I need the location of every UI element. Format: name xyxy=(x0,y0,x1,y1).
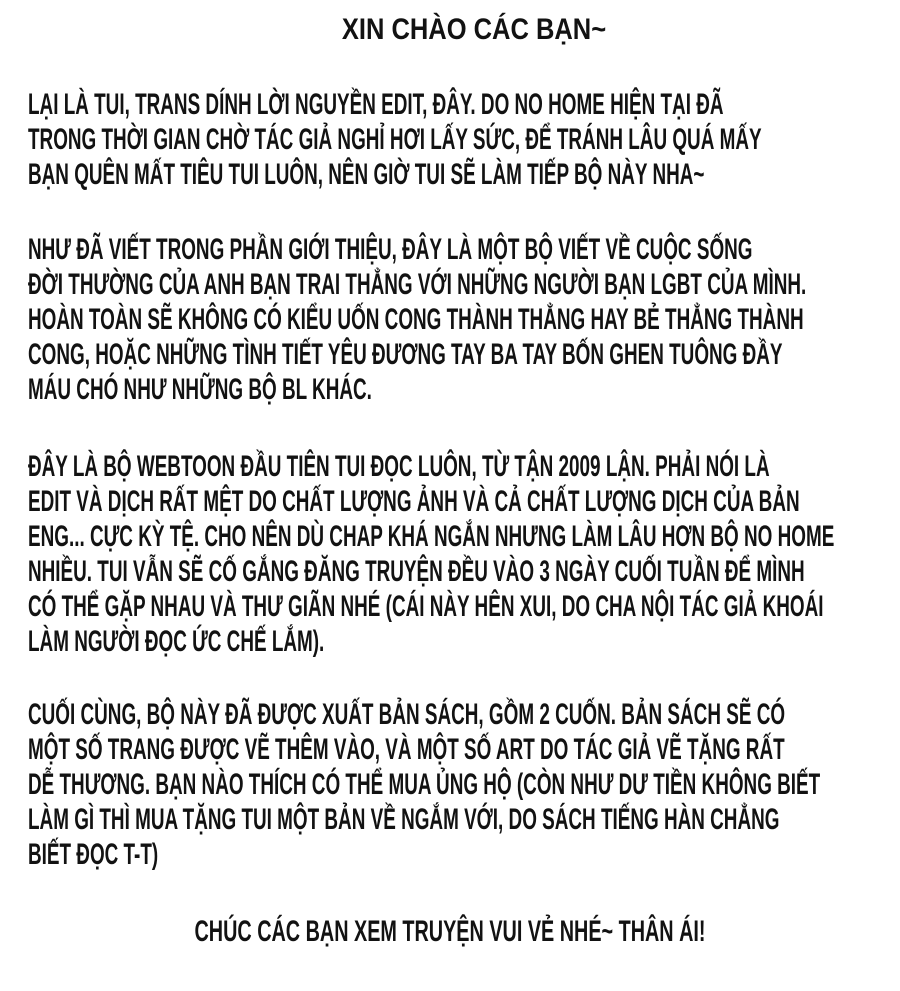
paragraph-translation-notes xyxy=(28,449,900,659)
paragraph-line: LÀM NGƯỜI ĐỌC ỨC CHẾ LẮM). xyxy=(28,625,325,658)
paragraph-line: BIẾT ĐỌC T-T) xyxy=(28,838,159,871)
paragraph-published-book xyxy=(28,697,900,872)
closing-line: CHÚC CÁC BẠN XEM TRUYỆN VUI VẺ NHÉ~ THÂN ÁI! xyxy=(194,915,706,948)
paragraph-line: MỘT SỐ TRANG ĐƯỢC VẼ THÊM VÀO, VÀ MỘT SỐ ART DO TÁC GIẢ VẼ TẶNG RẤT xyxy=(28,733,785,766)
paragraph-line: NHƯ ĐÃ VIẾT TRONG PHẦN GIỚI THIỆU, ĐÂY LÀ MỘT BỘ VIẾT VỀ CUỘC SỐNG xyxy=(28,233,753,266)
paragraph-line: ĐÂY LÀ BỘ WEBTOON ĐẦU TIÊN TUI ĐỌC LUÔN, TỪ TẬN 2009 LẬN. PHẢI NÓI LÀ xyxy=(28,450,770,483)
paragraph-intro xyxy=(28,87,900,192)
paragraph-line: HOÀN TOÀN SẼ KHÔNG CÓ KIỂU UỐN CONG THÀNH THẲNG HAY BẺ THẲNG THÀNH xyxy=(28,303,804,336)
closing-block xyxy=(0,914,900,949)
paragraph-line: DỄ THƯƠNG. BẠN NÀO THÍCH CÓ THỂ MUA ỦNG HỘ (CÒN NHƯ DƯ TIỀN KHÔNG BIẾT xyxy=(28,768,821,801)
paragraph-line: NHIỀU. TUI VẪN SẼ CỐ GẮNG ĐĂNG TRUYỆN ĐỀU VÀO 3 NGÀY CUỐI TUẦN ĐỂ MÌNH xyxy=(28,555,805,588)
paragraph-line: EDIT VÀ DỊCH RẤT MỆT DO CHẤT LƯỢNG ẢNH VÀ CẢ CHẤT LƯỢNG DỊCH CỦA BẢN xyxy=(28,485,800,518)
paragraph-line: CUỐI CÙNG, BỘ NÀY ĐÃ ĐƯỢC XUẤT BẢN SÁCH, GỒM 2 CUỐN. BẢN SÁCH SẼ CÓ xyxy=(28,698,786,731)
paragraph-series-description xyxy=(28,232,900,407)
paragraph-line: BẠN QUÊN MẤT TIÊU TUI LUÔN, NÊN GIỜ TUI SẼ LÀM TIẾP BỘ NÀY NHA~ xyxy=(28,158,705,191)
paragraph-line: LẠI LÀ TUI, TRANS DÍNH LỜI NGUYỀN EDIT, ĐÂY. DO NO HOME HIỆN TẠI ĐÃ xyxy=(28,88,724,121)
paragraph-line: CONG, HOẶC NHỮNG TÌNH TIẾT YÊU ĐƯƠNG TAY BA TAY BỐN GHEN TUÔNG ĐẦY xyxy=(28,338,783,371)
paragraph-line: ĐỜI THƯỜNG CỦA ANH BẠN TRAI THẲNG VỚI NHỮNG NGƯỜI BẠN LGBT CỦA MÌNH. xyxy=(28,268,807,301)
paragraph-line: CÓ THỂ GẶP NHAU VÀ THƯ GIÃN NHÉ (CÁI NÀY HÊN XUI, DO CHA NỘI TÁC GIẢ KHOÁI xyxy=(28,590,824,623)
paragraph-line: LÀM GÌ THÌ MUA TẶNG TUI MỘT BẢN VỀ NGẮM VỚI, DO SÁCH TIẾNG HÀN CHẲNG xyxy=(28,803,780,836)
page-title: XIN CHÀO CÁC BẠN~ xyxy=(341,13,607,46)
paragraph-line: ENG... CỰC KỲ TỆ. CHO NÊN DÙ CHAP KHÁ NGẮN NHƯNG LÀM LÂU HƠN BỘ NO HOME xyxy=(28,520,835,553)
paragraph-line: MÁU CHÓ NHƯ NHỮNG BỘ BL KHÁC. xyxy=(28,373,372,406)
title-block xyxy=(24,12,900,47)
paragraph-line: TRONG THỜI GIAN CHỜ TÁC GIẢ NGHỈ HƠI LẤY SỨC, ĐỂ TRÁNH LÂU QUÁ MẤY xyxy=(28,123,762,156)
